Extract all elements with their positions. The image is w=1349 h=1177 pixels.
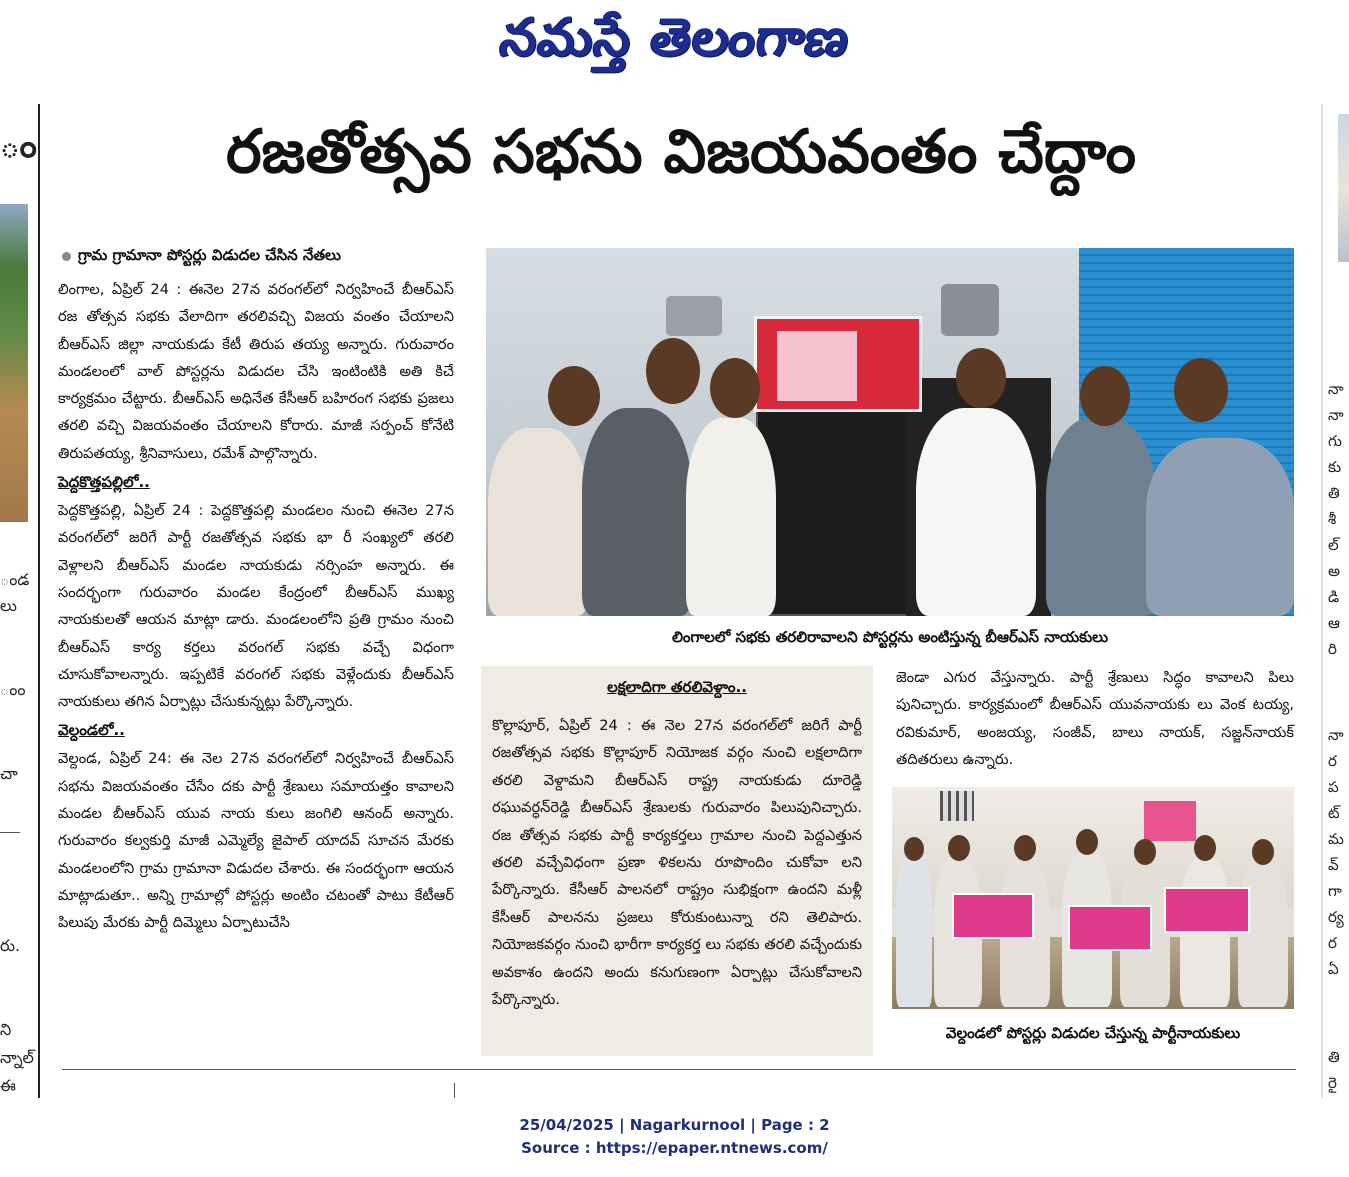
photo-person-head [646, 338, 700, 404]
edge-fragment: డి [1328, 588, 1340, 606]
photo-person [896, 847, 932, 1007]
edge-fragment: లు [0, 596, 17, 615]
photo-banner [1164, 887, 1250, 933]
edge-fragment: ర్య [1328, 908, 1344, 926]
article-column-left [58, 276, 454, 937]
photo-person [1238, 861, 1288, 1007]
edge-fragment: నా [1328, 406, 1344, 424]
edge-fragment: గా [1328, 882, 1342, 900]
footer-source[interactable]: Source : https://epaper.ntnews.com/ [521, 1139, 828, 1157]
edge-fragment: వ్ [1328, 856, 1339, 874]
edge-fragment: ఆ [1328, 614, 1340, 632]
adjacent-article-right [1326, 104, 1349, 1098]
photo-caption: వెల్దండలో పోస్టర్లు విడుదల చేస్తున్న పార్టీనాయకులు [945, 1024, 1241, 1042]
photo-meter [666, 296, 722, 336]
edge-fragment: ని [0, 1020, 12, 1039]
photo-banner [1144, 801, 1196, 841]
adjacent-article-left [0, 104, 37, 1098]
article-column-right: జెండా ఎగుర వేస్తున్నారు. పార్టీ శ్రేణులు సిద్ధం కావాలని పిలు పునిచ్చారు. కార్యక్రమంలో బీఆర్‌ఎస్ యువనాయకు లు వెంక టయ్య, రవికుమార్, అంజయ్య, సంజీవ్, బాలు నాయక్, సజ్జన్‌నాయక్ తదితరులు ఉన్నారు. [896, 669, 1294, 769]
edge-fragment: ర [1328, 934, 1337, 952]
photo-person-head [710, 358, 760, 418]
edge-divider [0, 832, 20, 833]
epaper-footer [0, 1114, 1349, 1160]
adjacent-photo-right [1338, 114, 1349, 262]
photo-poster-release [892, 787, 1294, 1009]
edge-fragment: నా [1328, 380, 1344, 398]
column-divider-right [1321, 104, 1323, 1098]
photo-poster-portrait [777, 331, 857, 401]
photo-window [940, 791, 974, 821]
edge-fragment: ం [0, 126, 37, 166]
newspaper-logo: నమస్తే తెలంగాణ [496, 8, 854, 68]
edge-fragment: కు [1328, 458, 1342, 476]
photo-person-head [948, 835, 970, 861]
sidebar-body: కొల్లాపూర్, ఏప్రిల్ 24 : ఈ నెల 27న వరంగల్‌లో జరిగే పార్టీ రజతోత్సవ సభకు కొల్లాపూర్ నియోజక వర్గం నుంచి లక్షలాదిగా తరలి వెళ్దామని బీఆర్‌ఎస్ రాష్ట్ర నాయకుడు దూరెడ్డి రఘువర్ధన్‌రెడ్డి బీఆర్‌ఎస్ శ్రేణులకు గురువారం పిలుపునిచ్చారు. రజ తోత్సవ సభకు పార్టీ కార్యకర్తలు గ్రామాల నుంచి పెద్దఎత్తున తరలి వచ్చేవిధంగా ప్రణా ళికలను రూపొందిం చుకోవా లని పేర్కొన్నారు. కేసీఆర్ పాలనలో రాష్ట్రం సుభిక్షంగా ఉందని మళ్లీ కేసీఆర్ పాలనను ప్రజలు కోరుకుంటున్నా రని తెలిపారు. నియోజకవర్గం నుంచి భారీగా కార్యకర్త లు సభకు తరలి వచ్చేందుకు అవకాశం ఉందని అందు కనుగుణంగా ఏర్పాట్లు చేసుకోవాలని పేర్కొన్నారు. [492, 717, 862, 1009]
edge-fragment: రై [1328, 1074, 1337, 1092]
paragraph-peddakothapalli: పెద్దకొత్తపల్లి, ఏప్రిల్ 24 : పెద్దకొత్తపల్లి మండలం నుంచి ఈనెల 27న వరంగల్‌లో జరిగే పార్టీ రజతోత్సవ సభకు భా రీ సంఖ్యలో తరలి వెళ్లాలని బీఆర్‌ఎస్ మండల నాయకుడు నర్సింహ అన్నారు. ఈ సందర్భంగా గురువారం మండల కేంద్రంలో బీఆర్‌ఎస్ ముఖ్య నాయకులతో ఆయన మాట్లా డారు. మండలంలోని ప్రతి గ్రామం నుంచి బీఆర్‌ఎస్ కార్య కర్తలు వరంగల్ సభకు వచ్చే విధంగా చూసుకోవాలన్నారు. ఇప్పటికే వరంగల్ సభకు వెళ్లేందుకు బీఆర్‌ఎస్ నాయకులు తగిన ఏర్పాట్లు చేసుకున్నట్లు పేర్కొన్నారు. [58, 502, 454, 711]
photo-person [916, 408, 1036, 616]
bottom-column-rule [454, 1083, 455, 1098]
article-headline: రజతోత్సవ సభను విజయవంతం చేద్దాం [225, 117, 1137, 187]
sidebar-heading: లక్షలాదిగా తరలివెళ్దాం.. [607, 678, 747, 696]
edge-fragment: ప [1328, 778, 1339, 796]
photo-person-head [548, 366, 600, 426]
edge-fragment: ంం [0, 680, 26, 699]
edge-fragment: న్నాల్ [0, 1048, 34, 1067]
edge-fragment: ఈ [0, 1076, 16, 1095]
edge-fragment: ఏ [1328, 960, 1339, 978]
photo-banner [952, 893, 1034, 939]
edge-fragment: తి [1328, 484, 1340, 502]
column-divider-left [38, 104, 40, 1098]
masthead [0, 0, 1349, 90]
adjacent-photo-left [0, 204, 28, 522]
edge-fragment: నా [1328, 726, 1344, 744]
paragraph-lingala: లింగాల, ఏప్రిల్ 24 : ఈనెల 27న వరంగల్‌లో నిర్వహించే బీఆర్‌ఎస్ రజ తోత్సవ సభకు వేలాదిగా తరలివచ్చి విజయ వంతం చేయాలని బీఆర్‌ఎస్ జిల్లా నాయకుడు కేటీ తిరుప తయ్య అన్నారు. గురువారం మండలంలో వాల్ పోస్టర్లను విడుదల చేసి ఇంటింటికి అతి కిచే కార్యక్రమం చేట్టారు. బీఆర్‌ఎస్ అధినేత కేసీఆర్ బహిరంగ సభకు ప్రజలు తరలి వచ్చి విజయవంతం చేయాలని కోరారు. మాజీ సర్పంచ్ కోనేటి తిరుపతయ్య, శ్రీనివాసులు, రమేశ్ పాల్గొన్నారు. [58, 281, 454, 462]
photo-person-head [904, 837, 924, 861]
edge-fragment: అ [1328, 562, 1341, 580]
edge-fragment: ండ [0, 570, 30, 589]
subheading-veldanda: వెల్దండలో.. [58, 721, 125, 740]
photo-meter [941, 284, 999, 336]
photo-poster-pasting [486, 248, 1294, 616]
edge-fragment: ల్ [1328, 536, 1339, 554]
photo-person-head [1194, 835, 1216, 861]
photo-person-head [1252, 839, 1274, 865]
bottom-rule [62, 1069, 1296, 1070]
photo-person-head [1014, 835, 1036, 861]
photo-person-head [1076, 829, 1098, 855]
subheading-peddakothapalli: పెద్దకొత్తపల్లిలో.. [58, 473, 150, 492]
paragraph-veldanda: వెల్దండ, ఏప్రిల్ 24: ఈ నెల 27న వరంగల్‌లో నిర్వహించే బీఆర్‌ఎస్ సభను విజయవంతం చేసేం దకు పార్టీ శ్రేణులు సమాయత్తం కావాలని మండల బీఆర్‌ఎస్ యువ నాయ కులు జంగిలి ఆనంద్ అన్నారు. గురువారం కల్వకుర్తి మాజీ ఎమ్మెల్యే జైపాల్ యాదవ్ సూచన మేరకు మండలంలోని గ్రామ గ్రామానా విడుదల చేశారు. ఈ సందర్భంగా ఆయన మాట్లాడుతూ.. అన్ని గ్రామాల్లో పోస్టర్లు అంటిం చటంతో పాటు కేటీఆర్ పిలుపు మేరకు పార్టీ దిమ్మెలు ఏర్పాటుచేసి [58, 750, 454, 932]
photo-poster [754, 316, 922, 412]
edge-fragment: ర [1328, 752, 1337, 770]
footer-date-page: 25/04/2025 | Nagarkurnool | Page : 2 [519, 1116, 830, 1134]
edge-fragment: మ [1328, 830, 1344, 848]
article-kicker: గ్రామ గ్రామానా పోస్టర్లు విడుదల చేసిన నేతలు [78, 246, 341, 264]
photo-person [1146, 438, 1294, 616]
photo-banner [1068, 905, 1152, 951]
edge-fragment: చా [0, 764, 18, 783]
photo-person [582, 408, 692, 616]
photo-person-head [1080, 366, 1130, 426]
photo-person-head [1134, 839, 1156, 865]
photo-person [488, 428, 588, 616]
edge-fragment: ట్ [1328, 804, 1340, 822]
edge-fragment: రి [1328, 640, 1337, 658]
edge-fragment: తి [1328, 1048, 1340, 1066]
edge-fragment: శీ [1328, 510, 1337, 528]
photo-person-head [1174, 358, 1228, 422]
photo-caption: లింగాలలో సభకు తరలిరావాలని పోస్టర్లను అంటిస్తున్న బీఆర్‌ఎస్ నాయకులు [671, 628, 1109, 646]
photo-person [1046, 418, 1156, 616]
edge-fragment: రు. [0, 936, 21, 955]
photo-person [686, 418, 776, 616]
bullet-icon [62, 252, 71, 261]
edge-fragment: గు [1328, 432, 1342, 450]
photo-person-head [956, 348, 1006, 408]
